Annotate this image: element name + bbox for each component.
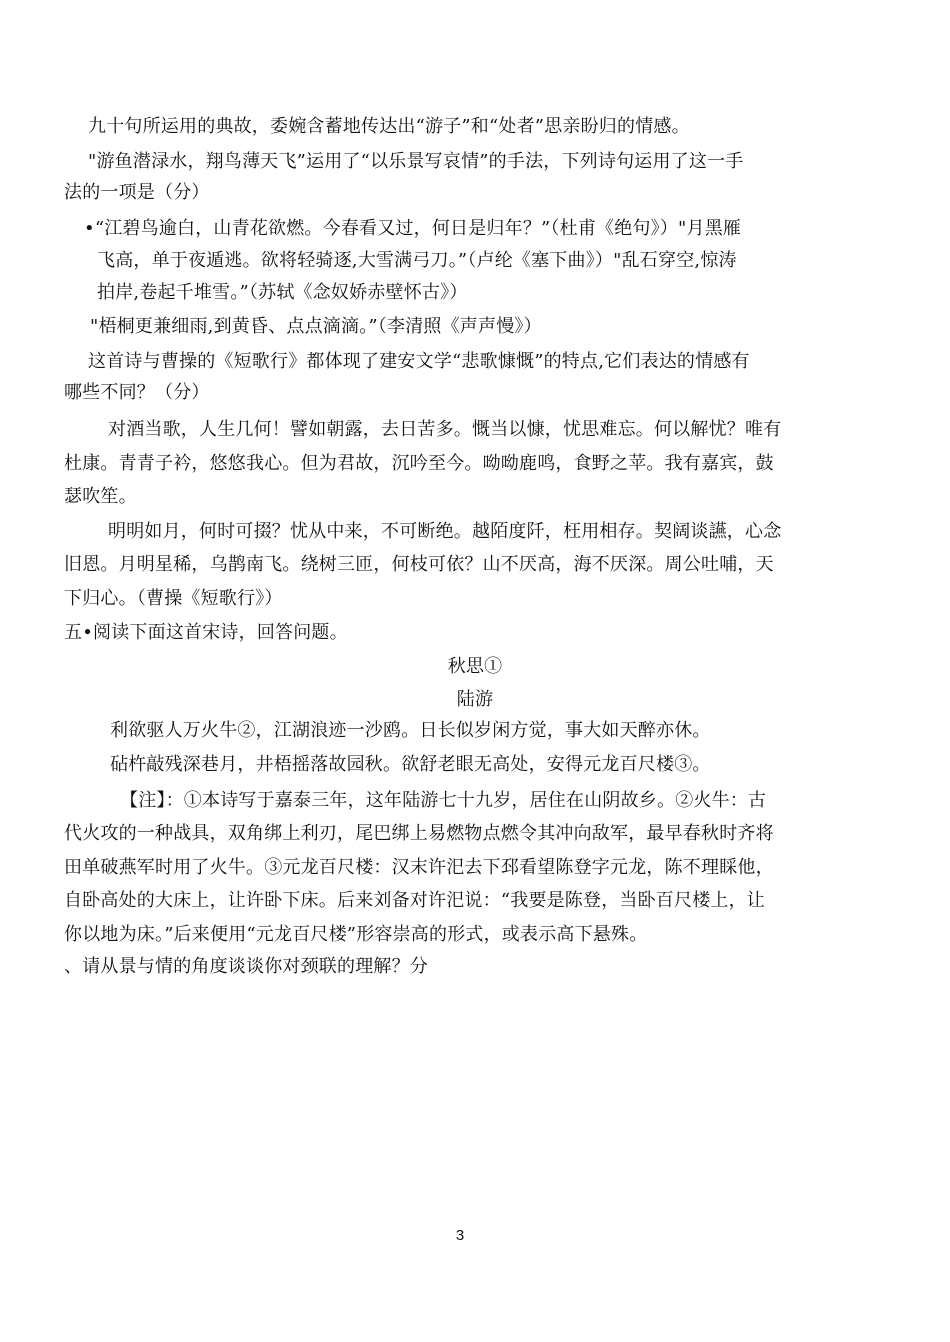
- poem-line-1: 利欲驱人万火牛②，江湖浪迹一沙鸥。日长似岁闲方觉，事大如天醉亦休。: [110, 720, 711, 741]
- duangexing-stanza-2-line-1: 明明如月，何时可掇？忧从中来，不可断绝。越陌度阡，枉用相存。契阔谈讌，心念: [108, 521, 782, 542]
- note-line-2: 代火攻的一种战具，双角绑上利刃，尾巴绑上易燃物点燃令其冲向敌军，最早春秋时齐将: [64, 823, 774, 844]
- section-5-heading: 五•阅读下面这首宋诗，回答问题。: [64, 622, 348, 643]
- question-3-line-1: "游鱼潜渌水，翔鸟薄天飞”运用了“以乐景写哀情”的手法，下列诗句运用了这一手: [88, 151, 744, 172]
- duangexing-stanza-1-line-1: 对酒当歌，人生几何！譬如朝露，去日苦多。慨当以慷，忧思难忘。何以解忧？唯有: [108, 419, 782, 440]
- question-4-line-2: 哪些不同？（分）: [64, 382, 210, 403]
- poem-author: 陆游: [456, 689, 494, 710]
- page-number: 3: [455, 1227, 465, 1244]
- duangexing-stanza-2-line-3: 下归心。（曹操《短歌行》）: [64, 588, 283, 609]
- question-4-line-1: 这首诗与曹操的《短歌行》都体现了建安文学“悲歌慷慨”的特点,它们表达的情感有: [88, 351, 750, 372]
- poem-line-2: 砧杵敲残深巷月，井梧摇落故园秋。欲舒老眼无高处，安得元龙百尺楼③。: [110, 754, 711, 775]
- section-5-question: 、请从景与情的角度谈谈你对颈联的理解？分: [64, 956, 428, 977]
- option-line-2: 飞高，单于夜遁逃。欲将轻骑逐,大雪满弓刀。”（卢纶《塞下曲》）"乱石穿空,惊涛: [97, 250, 737, 271]
- note-line-3: 田单破燕军时用了火牛。③元龙百尺楼：汉末许汜去下邳看望陈登字元龙，陈不理睬他，: [64, 857, 774, 878]
- poem-title: 秋思①: [447, 656, 503, 677]
- option-line-1: •“江碧鸟逾白，山青花欲燃。今春看又过，何日是归年？”（杜甫《绝句》）"月黑雁: [84, 218, 742, 239]
- option-line-3: 拍岸,卷起千堆雪。”（苏轼《念奴娇赤壁怀古》）: [97, 282, 468, 303]
- question-3-line-2: 法的一项是（分）: [64, 182, 210, 203]
- previous-answer-tail: 九十句所运用的典故，委婉含蓄地传达出“游子”和“处者”思亲盼归的情感。: [88, 116, 690, 137]
- duangexing-stanza-2-line-2: 旧恩。月明星稀，乌鹊南飞。绕树三匝，何枝可依？山不厌高，海不厌深。周公吐哺，天: [64, 554, 774, 575]
- option-line-4: "梧桐更兼细雨,到黄昏、点点滴滴。”（李清照《声声慢》）: [90, 316, 542, 337]
- note-line-4: 自卧高处的大床上，让许卧下床。后来刘备对许汜说：“我要是陈登，当卧百尺楼上，让: [64, 890, 765, 911]
- note-line-5: 你以地为床。”后来便用“元龙百尺楼”形容崇高的形式，或表示高下悬殊。: [64, 924, 648, 945]
- note-line-1: 【注】：①本诗写于嘉泰三年，这年陆游七十九岁，居住在山阴故乡。②火牛：古: [120, 790, 767, 811]
- duangexing-stanza-1-line-3: 瑟吹笙。: [64, 486, 137, 507]
- duangexing-stanza-1-line-2: 杜康。青青子衿，悠悠我心。但为君故，沉吟至今。呦呦鹿鸣，食野之苹。我有嘉宾，鼓: [64, 453, 774, 474]
